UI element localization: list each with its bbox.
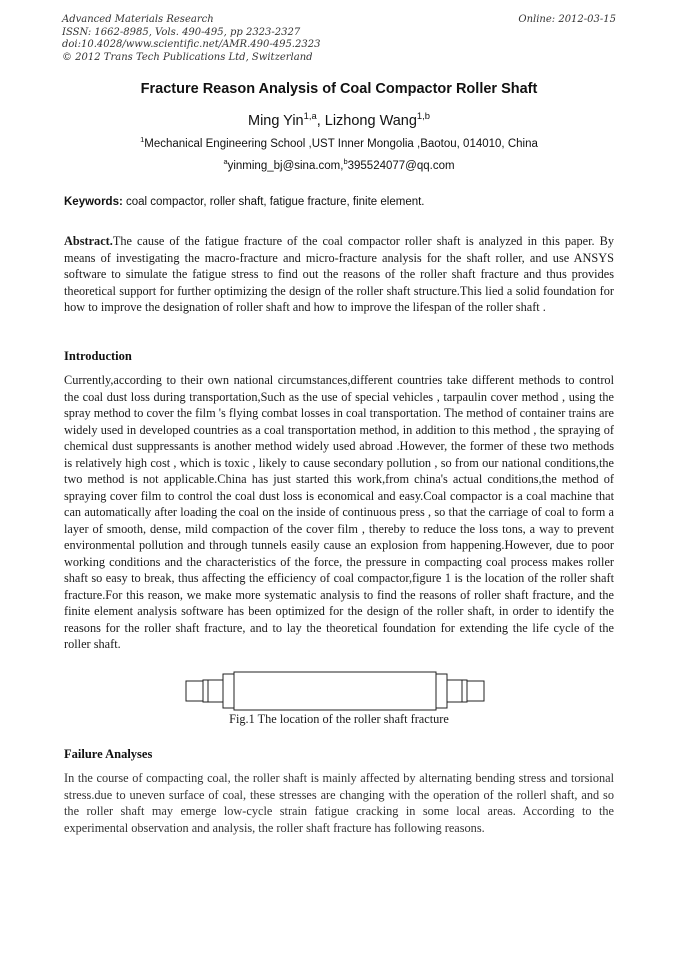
figure-caption: Fig.1 The location of the roller shaft fracture	[229, 712, 449, 726]
abstract-label: Abstract.	[64, 234, 113, 248]
affiliation-mark: 1	[140, 135, 145, 145]
keywords-text: coal compactor, roller shaft, fatigue fracture, finite element.	[122, 196, 425, 208]
roller-shaft-figure	[185, 671, 485, 711]
email-mark: a	[223, 157, 228, 167]
shaft-right-step	[447, 680, 467, 702]
affiliation-text: Mechanical Engineering School ,UST Inner Mongolia ,Baotou, 014010, China	[144, 138, 538, 150]
shaft-roller-body	[234, 672, 436, 710]
abstract-paragraph	[64, 233, 614, 316]
author-affiliation-mark: 1,b	[416, 110, 430, 122]
keywords-label: Keywords:	[64, 196, 123, 208]
author-affiliation-mark: 1,a	[303, 110, 317, 122]
failure-analyses-heading: Failure Analyses	[64, 747, 153, 761]
shaft-left-step	[203, 680, 223, 702]
affiliation-line	[0, 135, 678, 150]
introduction-heading: Introduction	[64, 349, 132, 363]
author-name: Ming Yin	[247, 113, 304, 129]
shaft-left-shoulder	[223, 674, 234, 708]
email-link[interactable]: yinming_bj@sina.com,	[227, 160, 344, 172]
introduction-paragraph: Currently,according to their own national circumstances,different countries take different methods to control the coal dust loss during transportation,Such as the use of special vehicles , tarpaulin cover method , using the spray method to cover the film 's flying combat losses in coal transportation. The method of container trains are widely used in developed countries as a coal transportation method, in addition to this method , the spraying of chemical dust suppressants is another method widely used abroad .However, the former of these two methods is relatively high cost , which is toxic , likely to cause secondary pollution , so from our national conditions,the two method is not applicable.China has just started this work,from china's actual conditions,the method of spraying cover film to control the coal dust loss is economical and easy.Coal compactor is a coal machine that can automatically after loading the coal on the inside of continuous press , so that the carriage of coal to form a layer of smooth, dense, mild compaction of the cover film , thereby to reduce the loss tons, a way to prevent environmental pollution and through tunnels easily cause an explosion from happening.However, due to poor working conditions and the characteristics of the force, the pressure in compacting coal process makes roller shaft so easy to break, thus affecting the efficiency of coal compactor,figure 1 is the location of the roller shaft fracture.For this reason, we make more systematic analysis to find the reasons of roller shaft fracture, and the finite element analysis software has been optimized for the design of the roller shaft, in order to identify the reasons for the roller shaft fracture, and to lay the theoretical foundation for extending the life cycle of the roller shaft.	[64, 373, 614, 651]
keywords-line	[64, 196, 624, 208]
failure-analyses-paragraph: In the course of compacting coal, the roller shaft is mainly affected by alternating bending stress and torsional stress.due to uneven surface of coal, these stresses are changing with the operation of the rollerl shaft, and so the roller shaft may emerge low-cycle strain fatigue cracking in some local areas. According to the experimental observation and analysis, the roller shaft fracture has following reasons.	[64, 771, 614, 835]
shaft-right-journal	[467, 681, 484, 701]
shaft-right-shoulder	[436, 674, 447, 708]
copyright-line: © 2012 Trans Tech Publications Ltd, Switzerland	[62, 51, 313, 63]
abstract-text: The cause of the fatigue fracture of the coal compactor roller shaft is analyzed in this paper. By means of investigating the macro-fracture and micro-fracture analysis for the shaft roller, and use ANSYS software to simulate the fatigue stress to find out the reasons of the roller shaft fracture and thus provides theoretical support for further optimizing the design of the roller shaft structure.This lied a solid foundation for how to improve the designation of roller shaft and how to improve the lifespan of the roller shaft .	[64, 234, 614, 314]
paper-title: Fracture Reason Analysis of Coal Compactor Roller Shaft	[140, 81, 538, 97]
email-mark: b	[343, 157, 348, 167]
email-link[interactable]: 395524077@qq.com	[347, 160, 455, 172]
author-separator: ,	[316, 113, 325, 129]
author-name: Lizhong Wang	[324, 113, 417, 129]
author-line	[0, 110, 678, 129]
shaft-left-journal	[186, 681, 203, 701]
online-date: Online: 2012-03-15	[518, 14, 616, 25]
doi-line: doi:10.4028/www.scientific.net/AMR.490-495.2323	[62, 39, 321, 50]
issn-line: ISSN: 1662-8985, Vols. 490-495, pp 2323-2327	[62, 26, 301, 38]
email-line	[0, 157, 678, 172]
journal-header-block	[62, 14, 320, 64]
journal-name: Advanced Materials Research	[62, 14, 214, 25]
